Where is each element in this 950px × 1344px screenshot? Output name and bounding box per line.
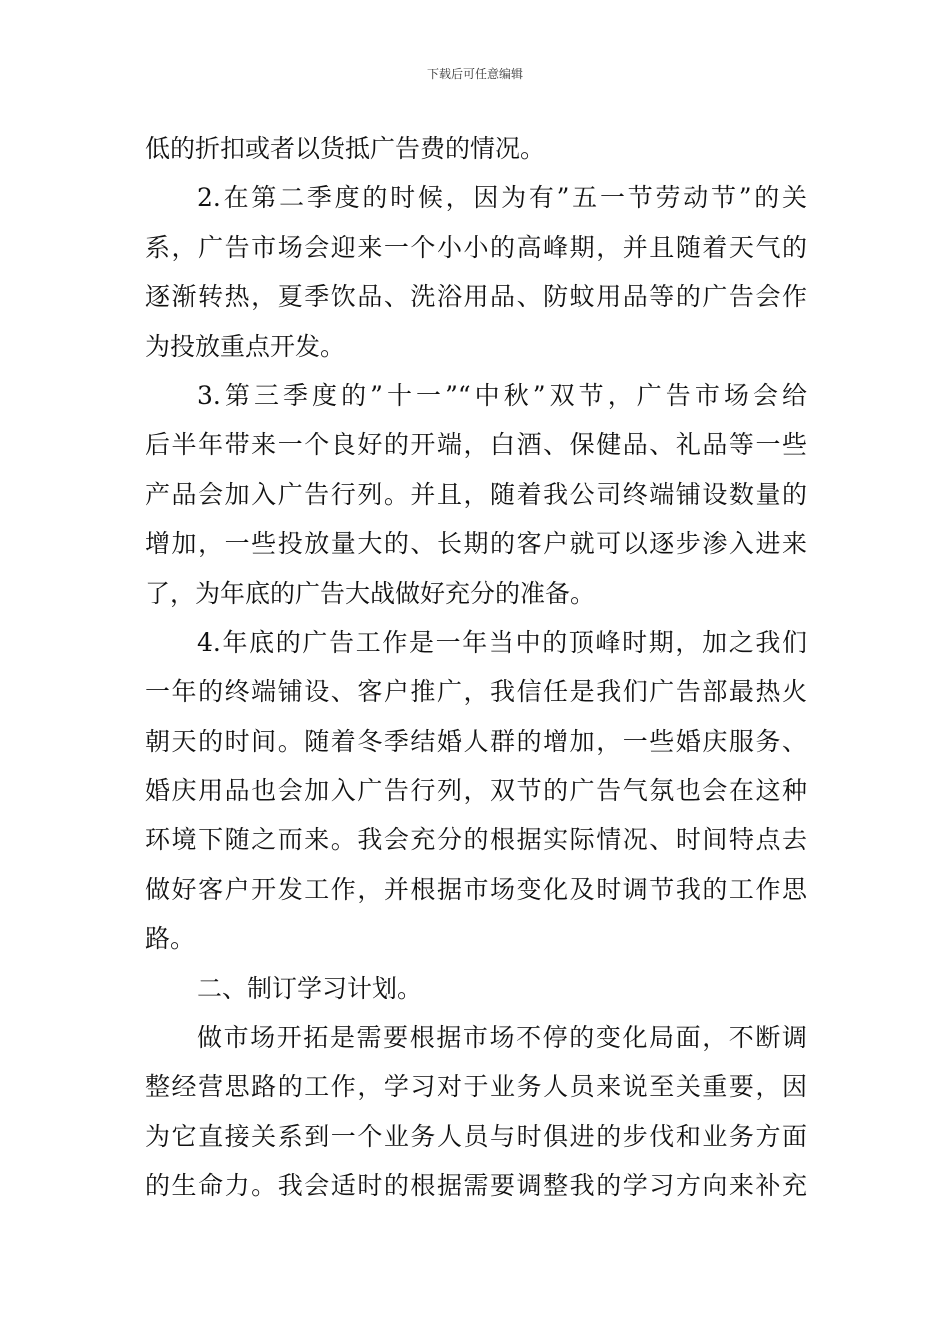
document-body [145,124,807,1211]
text-line: 系，广告市场会迎来一个小小的高峰期，并且随着天气的 [145,232,807,262]
text-line: 逐渐转热，夏季饮品、洗浴用品、防蚊用品等的广告会作 [145,282,807,312]
text-line: 产品会加入广告行列。并且，随着我公司终端铺设数量的 [145,479,807,509]
text-line: 的生命力。我会适时的根据需要调整我的学习方向来补充 [145,1171,807,1201]
text-line: 为它直接关系到一个业务人员与时俱进的步伐和业务方面 [145,1121,807,1151]
text-line: 3.第三季度的”十一”“中秋”双节，广告市场会给 [197,380,807,410]
text-line: 后半年带来一个良好的开端，白酒、保健品、礼品等一些 [145,430,807,460]
text-line: 朝天的时间。随着冬季结婚人群的增加，一些婚庆服务、 [145,726,807,756]
text-line: 为投放重点开发。 [145,331,346,361]
text-line: 做好客户开发工作，并根据市场变化及时调节我的工作思 [145,874,807,904]
text-line: 环境下随之而来。我会充分的根据实际情况、时间特点去 [145,825,807,855]
text-line: 2.在第二季度的时候，因为有”五一节劳动节”的关 [197,183,807,213]
text-line: 路。 [145,924,196,954]
text-line: 低的折扣或者以货抵广告费的情况。 [145,134,546,163]
text-line: 4.年底的广告工作是一年当中的顶峰时期，加之我们 [197,627,807,657]
text-line: 增加，一些投放量大的、长期的客户就可以逐步渗入进来 [145,529,807,559]
text-line: 婚庆用品也会加入广告行列，双节的广告气氛也会在这种 [145,776,807,806]
text-line: 一年的终端铺设、客户推广，我信任是我们广告部最热火 [145,677,807,707]
section-heading: 二、制订学习计划。 [197,973,423,1003]
text-line: 了，为年底的广告大战做好充分的准备。 [145,578,596,608]
page-header-note: 下载后可任意编辑 [426,67,523,81]
text-line: 做市场开拓是需要根据市场不停的变化局面，不断调 [197,1023,807,1053]
text-line: 整经营思路的工作，学习对于业务人员来说至关重要，因 [145,1072,807,1102]
